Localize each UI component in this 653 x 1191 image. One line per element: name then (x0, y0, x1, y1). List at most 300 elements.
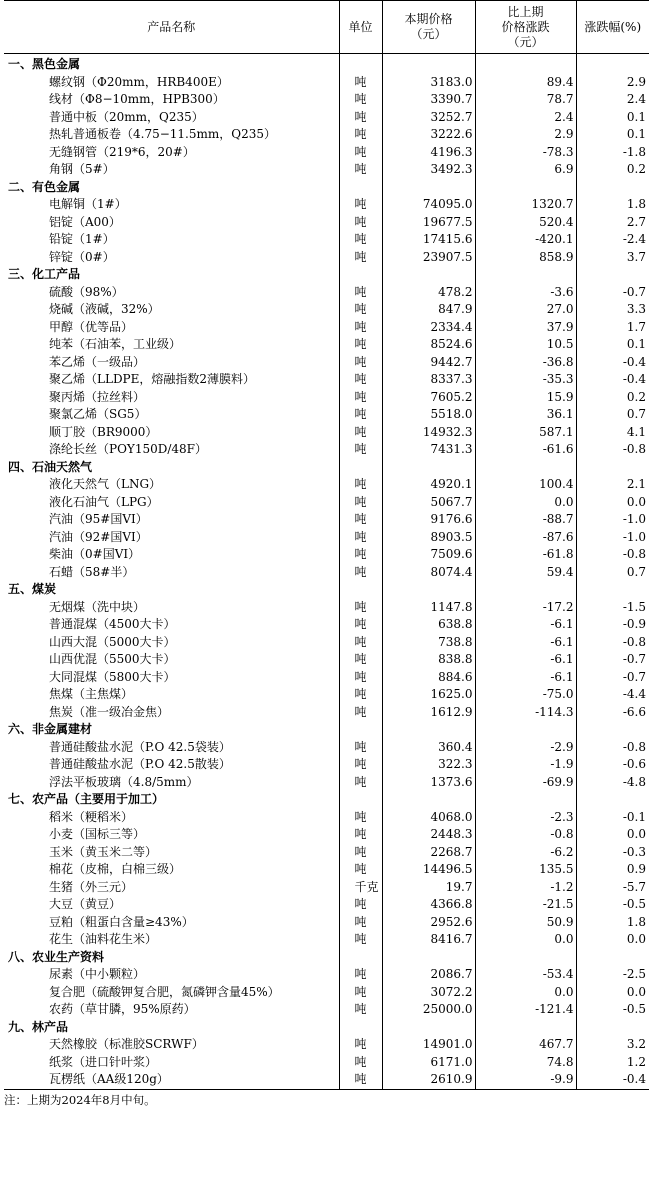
product-name: 瓦楞纸（AA级120g） (4, 1071, 339, 1089)
price-change: -21.5 (475, 896, 576, 914)
change-percent: -0.7 (576, 669, 649, 687)
price-change: -87.6 (475, 529, 576, 547)
table-row (4, 284, 649, 302)
change-percent: -0.8 (576, 546, 649, 564)
current-price: 19.7 (382, 879, 475, 897)
unit: 吨 (339, 599, 382, 617)
category-row (4, 1019, 649, 1037)
current-price: 4920.1 (382, 476, 475, 494)
table-row (4, 529, 649, 547)
change-percent: -0.5 (576, 896, 649, 914)
unit: 吨 (339, 354, 382, 372)
current-price: 8524.6 (382, 336, 475, 354)
current-price: 2268.7 (382, 844, 475, 862)
empty-cell (339, 266, 382, 284)
product-name: 农药（草甘膦，95%原药） (49, 1002, 196, 1017)
change-percent: 0.0 (576, 931, 649, 949)
unit: 吨 (339, 196, 382, 214)
table-row (4, 476, 649, 494)
table-row (4, 406, 649, 424)
price-change: -35.3 (475, 371, 576, 389)
change-percent: -0.7 (576, 651, 649, 669)
change-percent: -0.4 (576, 354, 649, 372)
empty-cell (475, 949, 576, 967)
current-price: 14932.3 (382, 424, 475, 442)
change-percent: -4.4 (576, 686, 649, 704)
product-name: 汽油（92#国VI） (49, 529, 148, 544)
table-row (4, 896, 649, 914)
table-row (4, 756, 649, 774)
unit: 吨 (339, 739, 382, 757)
unit: 吨 (339, 91, 382, 109)
price-change: -114.3 (475, 704, 576, 722)
header-change (475, 1, 576, 54)
product-name: 锌锭（0#） (49, 249, 115, 264)
unit: 吨 (339, 494, 382, 512)
category-title: 六、非金属建材 (8, 722, 93, 737)
change-percent: 2.7 (576, 214, 649, 232)
unit: 吨 (339, 441, 382, 459)
product-name: 角钢（5#） (49, 162, 115, 177)
unit: 吨 (339, 389, 382, 407)
empty-cell (576, 1019, 649, 1037)
current-price: 7509.6 (382, 546, 475, 564)
table-row (4, 109, 649, 127)
empty-cell (475, 54, 576, 74)
empty-cell (339, 721, 382, 739)
current-price: 9442.7 (382, 354, 475, 372)
current-price: 738.8 (382, 634, 475, 652)
change-percent: -0.8 (576, 634, 649, 652)
empty-cell (339, 791, 382, 809)
current-price: 3222.6 (382, 126, 475, 144)
product-name: 豆粕（粗蛋白含量≥43%） (49, 914, 194, 929)
price-change: 100.4 (475, 476, 576, 494)
table-row (4, 371, 649, 389)
price-change: 37.9 (475, 319, 576, 337)
product-name: 甲醇（优等品） (49, 319, 134, 334)
price-change: 10.5 (475, 336, 576, 354)
unit: 吨 (339, 406, 382, 424)
current-price: 3183.0 (382, 74, 475, 92)
price-change: 1320.7 (475, 196, 576, 214)
change-percent: 2.1 (576, 476, 649, 494)
current-price: 8074.4 (382, 564, 475, 582)
empty-cell (382, 459, 475, 477)
table-row (4, 161, 649, 179)
table-row (4, 564, 649, 582)
category-row (4, 949, 649, 967)
current-price: 14901.0 (382, 1036, 475, 1054)
empty-cell (382, 266, 475, 284)
empty-cell (475, 791, 576, 809)
product-name: 无烟煤（洗中块） (49, 599, 146, 614)
unit: 吨 (339, 511, 382, 529)
current-price: 3252.7 (382, 109, 475, 127)
price-change: 6.9 (475, 161, 576, 179)
change-percent: -1.8 (576, 144, 649, 162)
current-price: 1373.6 (382, 774, 475, 792)
unit: 吨 (339, 651, 382, 669)
category-title: 七、农产品（主要用于加工） (8, 792, 165, 807)
unit: 吨 (339, 1036, 382, 1054)
product-name: 山西优混（5500大卡） (49, 652, 176, 667)
table-row (4, 1036, 649, 1054)
product-name: 普通混煤（4500大卡） (49, 617, 176, 632)
unit: 吨 (339, 756, 382, 774)
empty-cell (382, 949, 475, 967)
product-name: 聚氯乙烯（SG5） (49, 407, 147, 422)
table-row (4, 931, 649, 949)
change-percent: -2.5 (576, 966, 649, 984)
category-row (4, 459, 649, 477)
current-price: 7605.2 (382, 389, 475, 407)
change-percent: -0.1 (576, 809, 649, 827)
table-row (4, 424, 649, 442)
header-change-line-3: （元） (507, 34, 544, 49)
current-price: 3390.7 (382, 91, 475, 109)
product-name: 柴油（0#国VI） (49, 547, 141, 562)
empty-cell (339, 459, 382, 477)
change-percent: 4.1 (576, 424, 649, 442)
table-row (4, 984, 649, 1002)
table-row (4, 861, 649, 879)
unit: 吨 (339, 1071, 382, 1089)
price-change: 74.8 (475, 1054, 576, 1072)
change-percent: 0.1 (576, 109, 649, 127)
table-row (4, 494, 649, 512)
price-change: 587.1 (475, 424, 576, 442)
change-percent: 0.7 (576, 406, 649, 424)
unit: 吨 (339, 336, 382, 354)
table-row (4, 686, 649, 704)
unit: 吨 (339, 74, 382, 92)
product-name: 石蜡（58#半） (49, 564, 135, 579)
table-row (4, 739, 649, 757)
current-price: 838.8 (382, 651, 475, 669)
price-change: -6.2 (475, 844, 576, 862)
price-change: -6.1 (475, 634, 576, 652)
product-name: 纸浆（进口针叶浆） (49, 1054, 158, 1069)
unit: 吨 (339, 686, 382, 704)
price-change: 59.4 (475, 564, 576, 582)
change-percent: 0.0 (576, 494, 649, 512)
table-row (4, 74, 649, 92)
product-name: 铅锭（1#） (49, 232, 115, 247)
price-change: -78.3 (475, 144, 576, 162)
product-name: 铝锭（A00） (49, 214, 121, 229)
unit: 吨 (339, 1001, 382, 1019)
change-percent: 0.9 (576, 861, 649, 879)
current-price: 25000.0 (382, 1001, 475, 1019)
product-name: 涤纶长丝（POY150D/48F） (49, 442, 207, 457)
price-change: 0.0 (475, 931, 576, 949)
empty-cell (475, 581, 576, 599)
product-name: 普通硅酸盐水泥（P.O 42.5散装） (49, 757, 231, 772)
product-name: 玉米（黄玉米二等） (49, 844, 158, 859)
change-percent: 3.2 (576, 1036, 649, 1054)
category-row (4, 179, 649, 197)
price-change: -75.0 (475, 686, 576, 704)
product-name: 液化石油气（LPG） (49, 494, 159, 509)
change-percent: 1.8 (576, 196, 649, 214)
table-row (4, 669, 649, 687)
current-price: 4196.3 (382, 144, 475, 162)
change-percent: -0.4 (576, 1071, 649, 1089)
table-row (4, 249, 649, 267)
change-percent: 0.2 (576, 389, 649, 407)
current-price: 2086.7 (382, 966, 475, 984)
product-name: 顺丁胶（BR9000） (49, 424, 158, 439)
empty-cell (576, 721, 649, 739)
change-percent: 0.7 (576, 564, 649, 582)
unit: 吨 (339, 371, 382, 389)
table-row (4, 966, 649, 984)
header-unit: 单位 (339, 1, 382, 54)
unit: 吨 (339, 284, 382, 302)
empty-cell (382, 721, 475, 739)
price-change: -69.9 (475, 774, 576, 792)
unit: 吨 (339, 546, 382, 564)
empty-cell (576, 266, 649, 284)
current-price: 6171.0 (382, 1054, 475, 1072)
table-row (4, 704, 649, 722)
unit: 吨 (339, 669, 382, 687)
unit: 吨 (339, 319, 382, 337)
product-name: 螺纹钢（Φ20mm，HRB400E） (49, 74, 229, 89)
change-percent: 3.7 (576, 249, 649, 267)
empty-cell (475, 1019, 576, 1037)
table-row (4, 231, 649, 249)
change-percent: 1.7 (576, 319, 649, 337)
unit: 吨 (339, 914, 382, 932)
empty-cell (382, 1019, 475, 1037)
table-body (4, 54, 649, 1090)
price-change: -61.8 (475, 546, 576, 564)
change-percent: 0.1 (576, 126, 649, 144)
unit: 吨 (339, 476, 382, 494)
price-change: 520.4 (475, 214, 576, 232)
product-name: 浮法平板玻璃（4.8/5mm） (49, 774, 199, 789)
current-price: 884.6 (382, 669, 475, 687)
product-name: 烧碱（液碱，32%） (49, 302, 160, 317)
unit: 千克 (339, 879, 382, 897)
empty-cell (339, 179, 382, 197)
price-change: -2.9 (475, 739, 576, 757)
product-name: 稻米（粳稻米） (49, 809, 134, 824)
change-percent: -0.9 (576, 616, 649, 634)
change-percent: -1.5 (576, 599, 649, 617)
change-percent: -1.0 (576, 511, 649, 529)
price-change: 858.9 (475, 249, 576, 267)
current-price: 2334.4 (382, 319, 475, 337)
table-row (4, 914, 649, 932)
table-row (4, 546, 649, 564)
change-percent: -1.0 (576, 529, 649, 547)
current-price: 8416.7 (382, 931, 475, 949)
change-percent: 2.9 (576, 74, 649, 92)
price-change: 15.9 (475, 389, 576, 407)
product-name: 天然橡胶（标准胶SCRWF） (49, 1037, 204, 1052)
category-title: 五、煤炭 (8, 582, 57, 597)
price-change: 27.0 (475, 301, 576, 319)
table-row (4, 616, 649, 634)
product-name: 纯苯（石油苯，工业级） (49, 337, 182, 352)
product-name: 复合肥（硫酸钾复合肥，氮磷钾含量45%） (49, 984, 280, 999)
current-price: 847.9 (382, 301, 475, 319)
product-name: 花生（油料花生米） (49, 932, 158, 947)
unit: 吨 (339, 529, 382, 547)
price-change: -6.1 (475, 616, 576, 634)
current-price: 8337.3 (382, 371, 475, 389)
header-change-line-2: 价格涨跌 (501, 19, 550, 34)
table-row (4, 651, 649, 669)
price-change: -61.6 (475, 441, 576, 459)
table-row (4, 879, 649, 897)
unit: 吨 (339, 109, 382, 127)
price-change: -88.7 (475, 511, 576, 529)
category-title: 三、化工产品 (8, 267, 81, 282)
product-name: 焦煤（主焦煤） (49, 687, 134, 702)
unit: 吨 (339, 564, 382, 582)
empty-cell (576, 459, 649, 477)
price-change: 0.0 (475, 494, 576, 512)
empty-cell (576, 791, 649, 809)
empty-cell (475, 266, 576, 284)
current-price: 23907.5 (382, 249, 475, 267)
price-change: -420.1 (475, 231, 576, 249)
unit: 吨 (339, 424, 382, 442)
empty-cell (576, 179, 649, 197)
price-change: 2.4 (475, 109, 576, 127)
header-price (382, 1, 475, 54)
change-percent: -0.8 (576, 441, 649, 459)
price-change: 50.9 (475, 914, 576, 932)
unit: 吨 (339, 704, 382, 722)
current-price: 9176.6 (382, 511, 475, 529)
current-price: 17415.6 (382, 231, 475, 249)
change-percent: 0.0 (576, 826, 649, 844)
price-change: 36.1 (475, 406, 576, 424)
product-name: 焦炭（准一级冶金焦） (49, 704, 170, 719)
empty-cell (576, 54, 649, 74)
price-change: -36.8 (475, 354, 576, 372)
table-row (4, 809, 649, 827)
current-price: 1147.8 (382, 599, 475, 617)
current-price: 5067.7 (382, 494, 475, 512)
price-change: 467.7 (475, 1036, 576, 1054)
product-name: 尿素（中小颗粒） (49, 967, 146, 982)
change-percent: 3.3 (576, 301, 649, 319)
price-change: -9.9 (475, 1071, 576, 1089)
price-table (4, 0, 649, 1090)
change-percent: -5.7 (576, 879, 649, 897)
product-name: 棉花（皮棉，白棉三级） (49, 862, 182, 877)
change-percent: -0.7 (576, 284, 649, 302)
table-row (4, 126, 649, 144)
unit: 吨 (339, 826, 382, 844)
change-percent: -0.6 (576, 756, 649, 774)
empty-cell (382, 179, 475, 197)
current-price: 5518.0 (382, 406, 475, 424)
unit: 吨 (339, 161, 382, 179)
category-title: 四、石油天然气 (8, 459, 93, 474)
category-row (4, 721, 649, 739)
current-price: 2952.6 (382, 914, 475, 932)
table-row (4, 844, 649, 862)
unit: 吨 (339, 616, 382, 634)
table-row (4, 389, 649, 407)
table-row (4, 1054, 649, 1072)
unit: 吨 (339, 301, 382, 319)
product-name: 普通中板（20mm，Q235） (49, 109, 204, 124)
price-change: -121.4 (475, 1001, 576, 1019)
current-price: 478.2 (382, 284, 475, 302)
product-name: 大同混煤（5800大卡） (49, 669, 176, 684)
price-change: -53.4 (475, 966, 576, 984)
current-price: 4068.0 (382, 809, 475, 827)
price-change: -1.2 (475, 879, 576, 897)
price-change: 78.7 (475, 91, 576, 109)
unit: 吨 (339, 1054, 382, 1072)
category-title: 九、林产品 (8, 1019, 69, 1034)
change-percent: -0.4 (576, 371, 649, 389)
current-price: 360.4 (382, 739, 475, 757)
product-name: 苯乙烯（一级品） (49, 354, 146, 369)
unit: 吨 (339, 984, 382, 1002)
empty-cell (382, 791, 475, 809)
empty-cell (339, 581, 382, 599)
category-title: 一、黑色金属 (8, 57, 81, 72)
price-change: -1.9 (475, 756, 576, 774)
product-name: 生猪（外三元） (49, 879, 134, 894)
product-name: 无缝钢管（219*6，20#） (49, 144, 195, 159)
price-change: 135.5 (475, 861, 576, 879)
unit: 吨 (339, 861, 382, 879)
empty-cell (382, 54, 475, 74)
empty-cell (475, 179, 576, 197)
product-name: 电解铜（1#） (49, 197, 127, 212)
change-percent: 0.2 (576, 161, 649, 179)
unit: 吨 (339, 214, 382, 232)
product-name: 热轧普通板卷（4.75−11.5mm，Q235） (49, 127, 276, 142)
table-row (4, 91, 649, 109)
empty-cell (475, 459, 576, 477)
header-pct: 涨跌幅(%) (576, 1, 649, 54)
product-name: 汽油（95#国VI） (49, 512, 148, 527)
unit: 吨 (339, 249, 382, 267)
empty-cell (382, 581, 475, 599)
price-change: -17.2 (475, 599, 576, 617)
category-title: 二、有色金属 (8, 179, 81, 194)
unit: 吨 (339, 634, 382, 652)
change-percent: -4.8 (576, 774, 649, 792)
header-change-line-1: 比上期 (507, 4, 544, 19)
current-price: 7431.3 (382, 441, 475, 459)
product-name: 聚乙烯（LLDPE，熔融指数2薄膜料） (49, 372, 256, 387)
table-row (4, 319, 649, 337)
current-price: 638.8 (382, 616, 475, 634)
table-row (4, 599, 649, 617)
price-change: 2.9 (475, 126, 576, 144)
table-row (4, 441, 649, 459)
change-percent: 1.8 (576, 914, 649, 932)
category-row (4, 266, 649, 284)
product-name: 聚丙烯（拉丝料） (49, 389, 146, 404)
table-row (4, 826, 649, 844)
change-percent: -6.6 (576, 704, 649, 722)
category-title: 八、农业生产资料 (8, 949, 105, 964)
